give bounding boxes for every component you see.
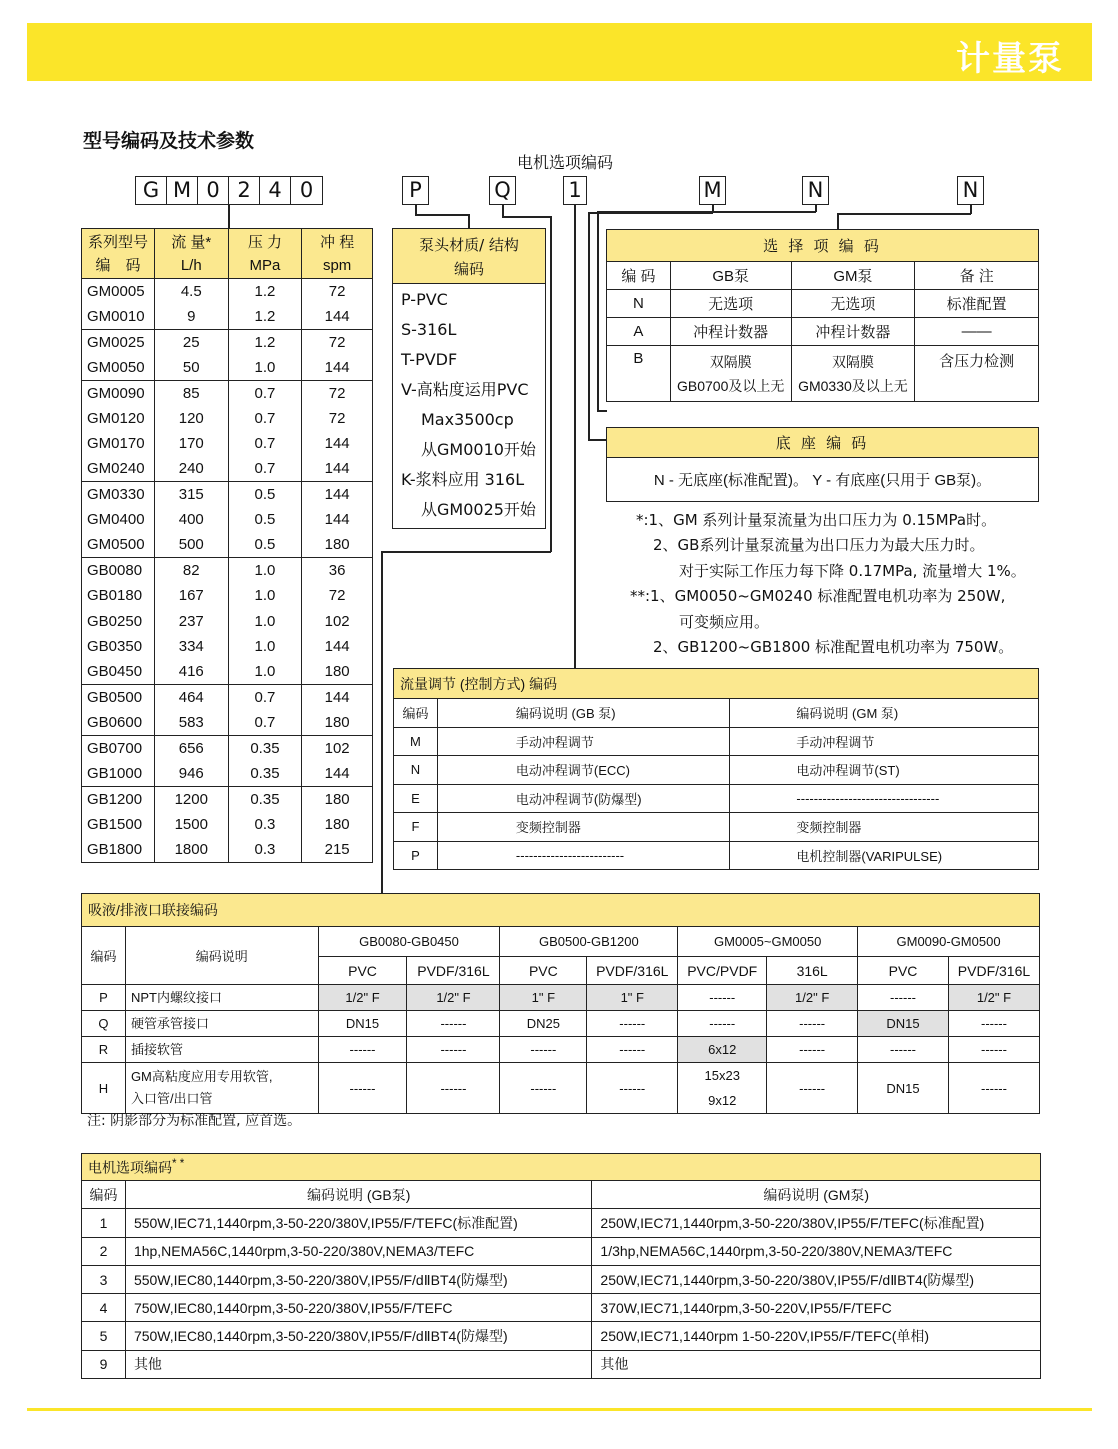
spec-row xyxy=(82,736,373,761)
spec-row xyxy=(82,532,373,557)
spec-cell: 9 xyxy=(154,304,228,329)
connection-subheader: PVDF/316L xyxy=(948,957,1039,985)
motor-cell: 370W,IEC71,1440rpm,3-50-220V,IP55/F/TEFC xyxy=(592,1294,1041,1322)
spec-cell: GB0700 xyxy=(82,736,155,761)
motor-row xyxy=(82,1350,1041,1378)
spec-cell: 416 xyxy=(154,659,228,684)
connection-row xyxy=(82,1011,1040,1037)
connection-cell: ------ xyxy=(407,1063,500,1114)
flow-col-gm: 编码说明 (GM 泵) xyxy=(730,699,1039,728)
spec-cell: 400 xyxy=(154,507,228,532)
options-cell: 冲程计数器 xyxy=(670,318,791,346)
spec-cell: GB0500 xyxy=(82,685,155,710)
flow-col-gb: 编码说明 (GB 泵) xyxy=(437,699,730,728)
connection-cell: ------ xyxy=(948,1037,1039,1063)
spec-row xyxy=(82,710,373,735)
connection-cell: 1/2" F xyxy=(767,985,858,1011)
code-box-n2: N xyxy=(957,176,984,205)
connection-desc: 插接软管 xyxy=(125,1037,318,1063)
spec-cell: 1.0 xyxy=(228,634,302,659)
spec-cell: 315 xyxy=(154,482,228,507)
spec-row xyxy=(82,583,373,608)
spec-row xyxy=(82,786,373,811)
spec-header-pressure: 压 力 MPa xyxy=(228,229,302,279)
spec-cell: GB1500 xyxy=(82,812,155,837)
material-header: 泵头材质/ 结构 编码 xyxy=(393,229,545,284)
spec-cell: 500 xyxy=(154,532,228,557)
spec-cell: 72 xyxy=(302,279,373,304)
spec-row xyxy=(82,507,373,532)
spec-cell: 144 xyxy=(302,761,373,786)
spec-cell: 72 xyxy=(302,329,373,354)
motor-col-code: 编码 xyxy=(82,1181,126,1209)
spec-cell: GB1800 xyxy=(82,837,155,862)
spec-row xyxy=(82,329,373,354)
spec-cell: 334 xyxy=(154,634,228,659)
motor-title: 电机选项编码 xyxy=(88,1159,172,1176)
options-col-note: 备 注 xyxy=(915,262,1039,290)
spec-cell: 0.7 xyxy=(228,710,302,735)
spec-cell: GM0500 xyxy=(82,532,155,557)
flow-cell: 手动冲程调节 xyxy=(730,727,1039,756)
connection-cell: ------ xyxy=(948,1063,1039,1114)
connection-code: P xyxy=(82,985,126,1011)
connection-cell: 15x23 9x12 xyxy=(678,1063,767,1114)
options-cell: 冲程计数器 xyxy=(791,318,915,346)
options-cell: 无选项 xyxy=(670,290,791,318)
spec-row xyxy=(82,837,373,862)
spec-cell: 1.0 xyxy=(228,558,302,583)
model-char: M xyxy=(167,177,198,204)
spec-cell: 656 xyxy=(154,736,228,761)
spec-row xyxy=(82,456,373,481)
material-item: T-PVDF xyxy=(401,350,458,369)
connection-cell: ------ xyxy=(587,1063,678,1114)
connection-cell: ------ xyxy=(587,1037,678,1063)
spec-cell: 0.35 xyxy=(228,761,302,786)
spec-cell: GB1200 xyxy=(82,786,155,811)
notes xyxy=(630,508,1056,660)
motor-row xyxy=(82,1209,1041,1237)
motor-col-gm: 编码说明 (GM泵) xyxy=(592,1181,1041,1209)
motor-cell: 2 xyxy=(82,1237,126,1265)
section-title: 型号编码及技术参数 xyxy=(83,130,255,152)
connection-desc: 硬管承管接口 xyxy=(125,1011,318,1037)
spec-cell: 144 xyxy=(302,507,373,532)
flow-cell: ------------------------- xyxy=(437,841,730,870)
spec-cell: 0.7 xyxy=(228,685,302,710)
motor-cell: 4 xyxy=(82,1294,126,1322)
spec-cell: GB0600 xyxy=(82,710,155,735)
spec-row xyxy=(82,279,373,304)
footer-band xyxy=(27,1408,1092,1411)
motor-cell: 其他 xyxy=(592,1350,1041,1378)
spec-header-model: 系列型号 编 码 xyxy=(82,229,155,279)
material-item: S-316L xyxy=(401,320,457,339)
motor-cell: 250W,IEC71,1440rpm 1-50-220V,IP55/F/TEFC(单相) xyxy=(592,1322,1041,1350)
spec-cell: GM0090 xyxy=(82,380,155,405)
flow-col-code: 编码 xyxy=(394,699,438,728)
material-item: K-浆料应用 316L xyxy=(401,470,525,489)
motor-cell: 1 xyxy=(82,1209,126,1237)
spec-row xyxy=(82,659,373,684)
base-title: 底 座 编 码 xyxy=(607,428,1039,458)
flow-row xyxy=(394,756,1039,785)
spec-cell: 0.3 xyxy=(228,837,302,862)
spec-cell: 237 xyxy=(154,609,228,634)
spec-cell: 0.5 xyxy=(228,532,302,557)
material-item: V-高粘度运用PVC xyxy=(401,380,529,399)
note-line: 可变频应用。 xyxy=(679,612,770,631)
connection-subheader: PVC/PVDF xyxy=(678,957,767,985)
connection-code: H xyxy=(82,1063,126,1114)
model-char: 4 xyxy=(260,177,291,204)
connection-cell: ------ xyxy=(407,1011,500,1037)
spec-cell: 144 xyxy=(302,634,373,659)
spec-cell: 0.35 xyxy=(228,736,302,761)
flow-cell: M xyxy=(394,727,438,756)
spec-cell: 0.5 xyxy=(228,507,302,532)
connection-title: 吸液/排液口联接编码 xyxy=(82,894,1040,927)
spec-cell: 170 xyxy=(154,431,228,456)
motor-table xyxy=(81,1153,1041,1379)
flow-title: 流量调节 (控制方式) 编码 xyxy=(394,669,1039,699)
code-box-p: P xyxy=(402,176,429,205)
connection-cell: ------ xyxy=(858,1037,949,1063)
spec-cell: 583 xyxy=(154,710,228,735)
connection-cell: ------ xyxy=(678,1011,767,1037)
spec-table xyxy=(81,228,373,863)
model-char: 0 xyxy=(198,177,229,204)
connection-desc: GM高粘度应用专用软管, 入口管/出口管 xyxy=(125,1063,318,1114)
spec-cell: 0.3 xyxy=(228,812,302,837)
connection-cell: 1/2" F xyxy=(407,985,500,1011)
note-line: :1、GM 系列计量泵流量为出口压力为 0.15MPa时。 xyxy=(643,511,997,529)
connection-cell: ------ xyxy=(767,1063,858,1114)
spec-cell: 1500 xyxy=(154,812,228,837)
code-box-m: M xyxy=(699,176,726,205)
spec-cell: 0.35 xyxy=(228,786,302,811)
spec-cell: 215 xyxy=(302,837,373,862)
spec-cell: GM0120 xyxy=(82,405,155,430)
spec-cell: 1.0 xyxy=(228,583,302,608)
code-box-1: 1 xyxy=(563,176,587,205)
connection-group: GB0500-GB1200 xyxy=(500,927,678,957)
connection-cell: ------ xyxy=(500,1037,587,1063)
spec-cell: 72 xyxy=(302,405,373,430)
spec-cell: 180 xyxy=(302,812,373,837)
base-text: N - 无底座(标准配置)。 Y - 有底座(只用于 GB泵)。 xyxy=(607,458,1039,502)
spec-cell: 144 xyxy=(302,456,373,481)
connection-subheader: PVC xyxy=(500,957,587,985)
flow-cell: 电机控制器(VARIPULSE) xyxy=(730,841,1039,870)
options-cell: 双隔膜 GB0700及以上无 xyxy=(670,346,791,402)
connection-col-desc: 编码说明 xyxy=(125,927,318,985)
motor-cell: 1hp,NEMA56C,1440rpm,3-50-220/380V,NEMA3/TEFC xyxy=(125,1237,591,1265)
connection-subheader: PVDF/316L xyxy=(587,957,678,985)
spec-cell: 144 xyxy=(302,304,373,329)
flow-cell: 电动冲程调节(ECC) xyxy=(437,756,730,785)
spec-cell: 144 xyxy=(302,685,373,710)
options-col-code: 编 码 xyxy=(607,262,671,290)
spec-row xyxy=(82,685,373,710)
spec-row xyxy=(82,431,373,456)
options-table xyxy=(606,229,1039,402)
connection-cell: 1/2" F xyxy=(948,985,1039,1011)
header-band xyxy=(27,23,1092,81)
spec-cell: 1200 xyxy=(154,786,228,811)
connection-cell: ------ xyxy=(407,1037,500,1063)
connection-code: R xyxy=(82,1037,126,1063)
spec-cell: 167 xyxy=(154,583,228,608)
code-box-q: Q xyxy=(489,176,516,205)
motor-cell: 3 xyxy=(82,1265,126,1293)
connection-cell: ------ xyxy=(318,1063,407,1114)
model-char: G xyxy=(136,177,167,204)
code-box-n1: N xyxy=(802,176,829,205)
spec-cell: 0.7 xyxy=(228,456,302,481)
standard-note: 注: 阴影部分为标准配置, 应首选。 xyxy=(87,1113,302,1129)
options-col-gm: GM泵 xyxy=(791,262,915,290)
connection-cell: DN15 xyxy=(318,1011,407,1037)
connection-subheader: PVC xyxy=(318,957,407,985)
flow-cell: 手动冲程调节 xyxy=(437,727,730,756)
spec-row xyxy=(82,380,373,405)
motor-cell: 9 xyxy=(82,1350,126,1378)
page-header-title: 计量泵 xyxy=(956,39,1064,79)
motor-code-caption: 电机选项编码 xyxy=(517,153,614,172)
connection-cell: DN15 xyxy=(858,1011,949,1037)
options-cell: —— xyxy=(915,318,1039,346)
spec-cell: 102 xyxy=(302,736,373,761)
spec-cell: GB0080 xyxy=(82,558,155,583)
material-box xyxy=(392,228,546,529)
spec-cell: GB1000 xyxy=(82,761,155,786)
motor-cell: 750W,IEC80,1440rpm,3-50-220/380V,IP55/F/dⅡBT4(防爆型) xyxy=(125,1322,591,1350)
spec-cell: GB0250 xyxy=(82,609,155,634)
spec-cell: 1.0 xyxy=(228,355,302,380)
connection-cell: ------ xyxy=(948,1011,1039,1037)
spec-cell: 1800 xyxy=(154,837,228,862)
note-line: 2、GB系列计量泵流量为出口压力为最大压力时。 xyxy=(653,536,985,555)
spec-cell: 72 xyxy=(302,583,373,608)
motor-row xyxy=(82,1265,1041,1293)
connection-table xyxy=(81,893,1040,1114)
motor-cell: 550W,IEC80,1440rpm,3-50-220/380V,IP55/F/dⅡBT4(防爆型) xyxy=(125,1265,591,1293)
spec-cell: 240 xyxy=(154,456,228,481)
options-cell: N xyxy=(607,290,671,318)
connection-cell: ------ xyxy=(767,1037,858,1063)
flow-cell: N xyxy=(394,756,438,785)
spec-row xyxy=(82,558,373,583)
flow-cell: 变频控制器 xyxy=(437,813,730,842)
options-cell: 双隔膜 GM0330及以上无 xyxy=(791,346,915,402)
spec-cell: 50 xyxy=(154,355,228,380)
spec-row xyxy=(82,405,373,430)
flow-row xyxy=(394,784,1039,813)
options-cell: A xyxy=(607,318,671,346)
spec-cell: 25 xyxy=(154,329,228,354)
options-cell: B xyxy=(607,346,671,402)
connection-cell: DN25 xyxy=(500,1011,587,1037)
connection-cell: ------ xyxy=(767,1011,858,1037)
note-mark: * xyxy=(636,511,644,529)
options-title: 选 择 项 编 码 xyxy=(607,230,1039,262)
material-item: P-PVC xyxy=(401,290,448,309)
spec-cell: 72 xyxy=(302,380,373,405)
note-line: 对于实际工作压力每下降 0.17MPa, 流量增大 1%。 xyxy=(679,561,1026,580)
note-line: :1、GM0050~GM0240 标准配置电机功率为 250W, xyxy=(645,587,1006,606)
spec-cell: 144 xyxy=(302,482,373,507)
spec-cell: 1.2 xyxy=(228,304,302,329)
spec-cell: GM0050 xyxy=(82,355,155,380)
spec-cell: 0.7 xyxy=(228,380,302,405)
spec-cell: 1.0 xyxy=(228,659,302,684)
connection-row xyxy=(82,1063,1040,1114)
flow-row xyxy=(394,727,1039,756)
flow-cell: F xyxy=(394,813,438,842)
connection-row xyxy=(82,985,1040,1011)
material-item: 从GM0010开始 xyxy=(421,440,536,459)
spec-row xyxy=(82,761,373,786)
motor-cell: 550W,IEC71,1440rpm,3-50-220/380V,IP55/F/TEFC(标准配置) xyxy=(125,1209,591,1237)
connection-subheader: 316L xyxy=(767,957,858,985)
connection-cell: ------ xyxy=(858,985,949,1011)
motor-cell: 250W,IEC71,1440rpm,3-50-220/380V,IP55/F/dⅡBT4(防爆型) xyxy=(592,1265,1041,1293)
spec-cell: 144 xyxy=(302,431,373,456)
connection-cell: 1/2" F xyxy=(318,985,407,1011)
flow-cell: --------------------------------- xyxy=(730,784,1039,813)
connection-code: Q xyxy=(82,1011,126,1037)
spec-row xyxy=(82,634,373,659)
options-col-gb: GB泵 xyxy=(670,262,791,290)
motor-row xyxy=(82,1322,1041,1350)
motor-cell: 其他 xyxy=(125,1350,591,1378)
spec-cell: GM0005 xyxy=(82,279,155,304)
spec-cell: 144 xyxy=(302,355,373,380)
connection-cell: ------ xyxy=(678,985,767,1011)
flow-cell: 电动冲程调节(ST) xyxy=(730,756,1039,785)
flow-cell: E xyxy=(394,784,438,813)
connection-cell: DN15 xyxy=(858,1063,949,1114)
model-char: 0 xyxy=(299,178,314,202)
spec-cell: 180 xyxy=(302,532,373,557)
spec-cell: GM0330 xyxy=(82,482,155,507)
spec-cell: 1.2 xyxy=(228,279,302,304)
spec-cell: 85 xyxy=(154,380,228,405)
connection-cell: ------ xyxy=(500,1063,587,1114)
motor-row xyxy=(82,1237,1041,1265)
spec-row xyxy=(82,355,373,380)
spec-cell: 180 xyxy=(302,710,373,735)
flow-cell: 变频控制器 xyxy=(730,813,1039,842)
spec-cell: 1.0 xyxy=(228,609,302,634)
spec-cell: 180 xyxy=(302,786,373,811)
spec-cell: 0.7 xyxy=(228,405,302,430)
spec-cell: 1.2 xyxy=(228,329,302,354)
spec-cell: GM0025 xyxy=(82,329,155,354)
connection-subheader: PVC xyxy=(858,957,949,985)
motor-title-mark: * * xyxy=(172,1156,185,1170)
model-char: 2 xyxy=(229,177,260,204)
flow-row xyxy=(394,813,1039,842)
connection-cell: 6x12 xyxy=(678,1037,767,1063)
connection-group: GM0090-GM0500 xyxy=(858,927,1040,957)
motor-cell: 250W,IEC71,1440rpm,3-50-220/380V,IP55/F/TEFC(标准配置) xyxy=(592,1209,1041,1237)
spec-row xyxy=(82,609,373,634)
flow-cell: 电动冲程调节(防爆型) xyxy=(437,784,730,813)
spec-cell: 0.7 xyxy=(228,431,302,456)
flow-table xyxy=(393,668,1039,870)
options-cell: 含压力检测 xyxy=(915,346,1039,402)
spec-row xyxy=(82,304,373,329)
spec-cell: 82 xyxy=(154,558,228,583)
motor-cell: 5 xyxy=(82,1322,126,1350)
material-item: Max3500cp xyxy=(421,410,514,429)
connection-subheader: PVDF/316L xyxy=(407,957,500,985)
note-mark: ** xyxy=(630,587,645,606)
spec-row xyxy=(82,482,373,507)
spec-cell: 36 xyxy=(302,558,373,583)
spec-cell: GM0400 xyxy=(82,507,155,532)
spec-cell: 464 xyxy=(154,685,228,710)
spec-cell: GM0170 xyxy=(82,431,155,456)
note-line: 2、GB1200~GB1800 标准配置电机功率为 750W。 xyxy=(653,638,1014,657)
connection-cell: ------ xyxy=(318,1037,407,1063)
connection-cell: 1" F xyxy=(500,985,587,1011)
connection-desc: NPT内螺纹接口 xyxy=(125,985,318,1011)
connection-cell: 1" F xyxy=(587,985,678,1011)
spec-row xyxy=(82,812,373,837)
spec-cell: GM0240 xyxy=(82,456,155,481)
options-cell: 无选项 xyxy=(791,290,915,318)
spec-cell: GB0180 xyxy=(82,583,155,608)
spec-header-flow: 流 量* L/h xyxy=(154,229,228,279)
flow-cell: P xyxy=(394,841,438,870)
spec-cell: GB0450 xyxy=(82,659,155,684)
spec-cell: 180 xyxy=(302,659,373,684)
spec-cell: 946 xyxy=(154,761,228,786)
spec-header-stroke: 冲 程 spm xyxy=(302,229,373,279)
motor-col-gb: 编码说明 (GB泵) xyxy=(125,1181,591,1209)
base-table xyxy=(606,427,1039,502)
spec-cell: 4.5 xyxy=(154,279,228,304)
connection-col-code: 编码 xyxy=(82,927,126,985)
motor-row xyxy=(82,1294,1041,1322)
connection-group: GM0005~GM0050 xyxy=(678,927,858,957)
motor-cell: 1/3hp,NEMA56C,1440rpm,3-50-220/380V,NEMA3/TEFC xyxy=(592,1237,1041,1265)
material-item: 从GM0025开始 xyxy=(421,500,536,519)
spec-cell: 102 xyxy=(302,609,373,634)
flow-row xyxy=(394,841,1039,870)
connection-group: GB0080-GB0450 xyxy=(318,927,500,957)
motor-cell: 750W,IEC80,1440rpm,3-50-220/380V,IP55/F/TEFC xyxy=(125,1294,591,1322)
spec-cell: GB0350 xyxy=(82,634,155,659)
connection-row xyxy=(82,1037,1040,1063)
spec-cell: 0.5 xyxy=(228,482,302,507)
connection-cell: ------ xyxy=(587,1011,678,1037)
spec-cell: 120 xyxy=(154,405,228,430)
options-cell: 标准配置 xyxy=(915,290,1039,318)
spec-cell: GM0010 xyxy=(82,304,155,329)
model-code-box xyxy=(135,176,323,205)
